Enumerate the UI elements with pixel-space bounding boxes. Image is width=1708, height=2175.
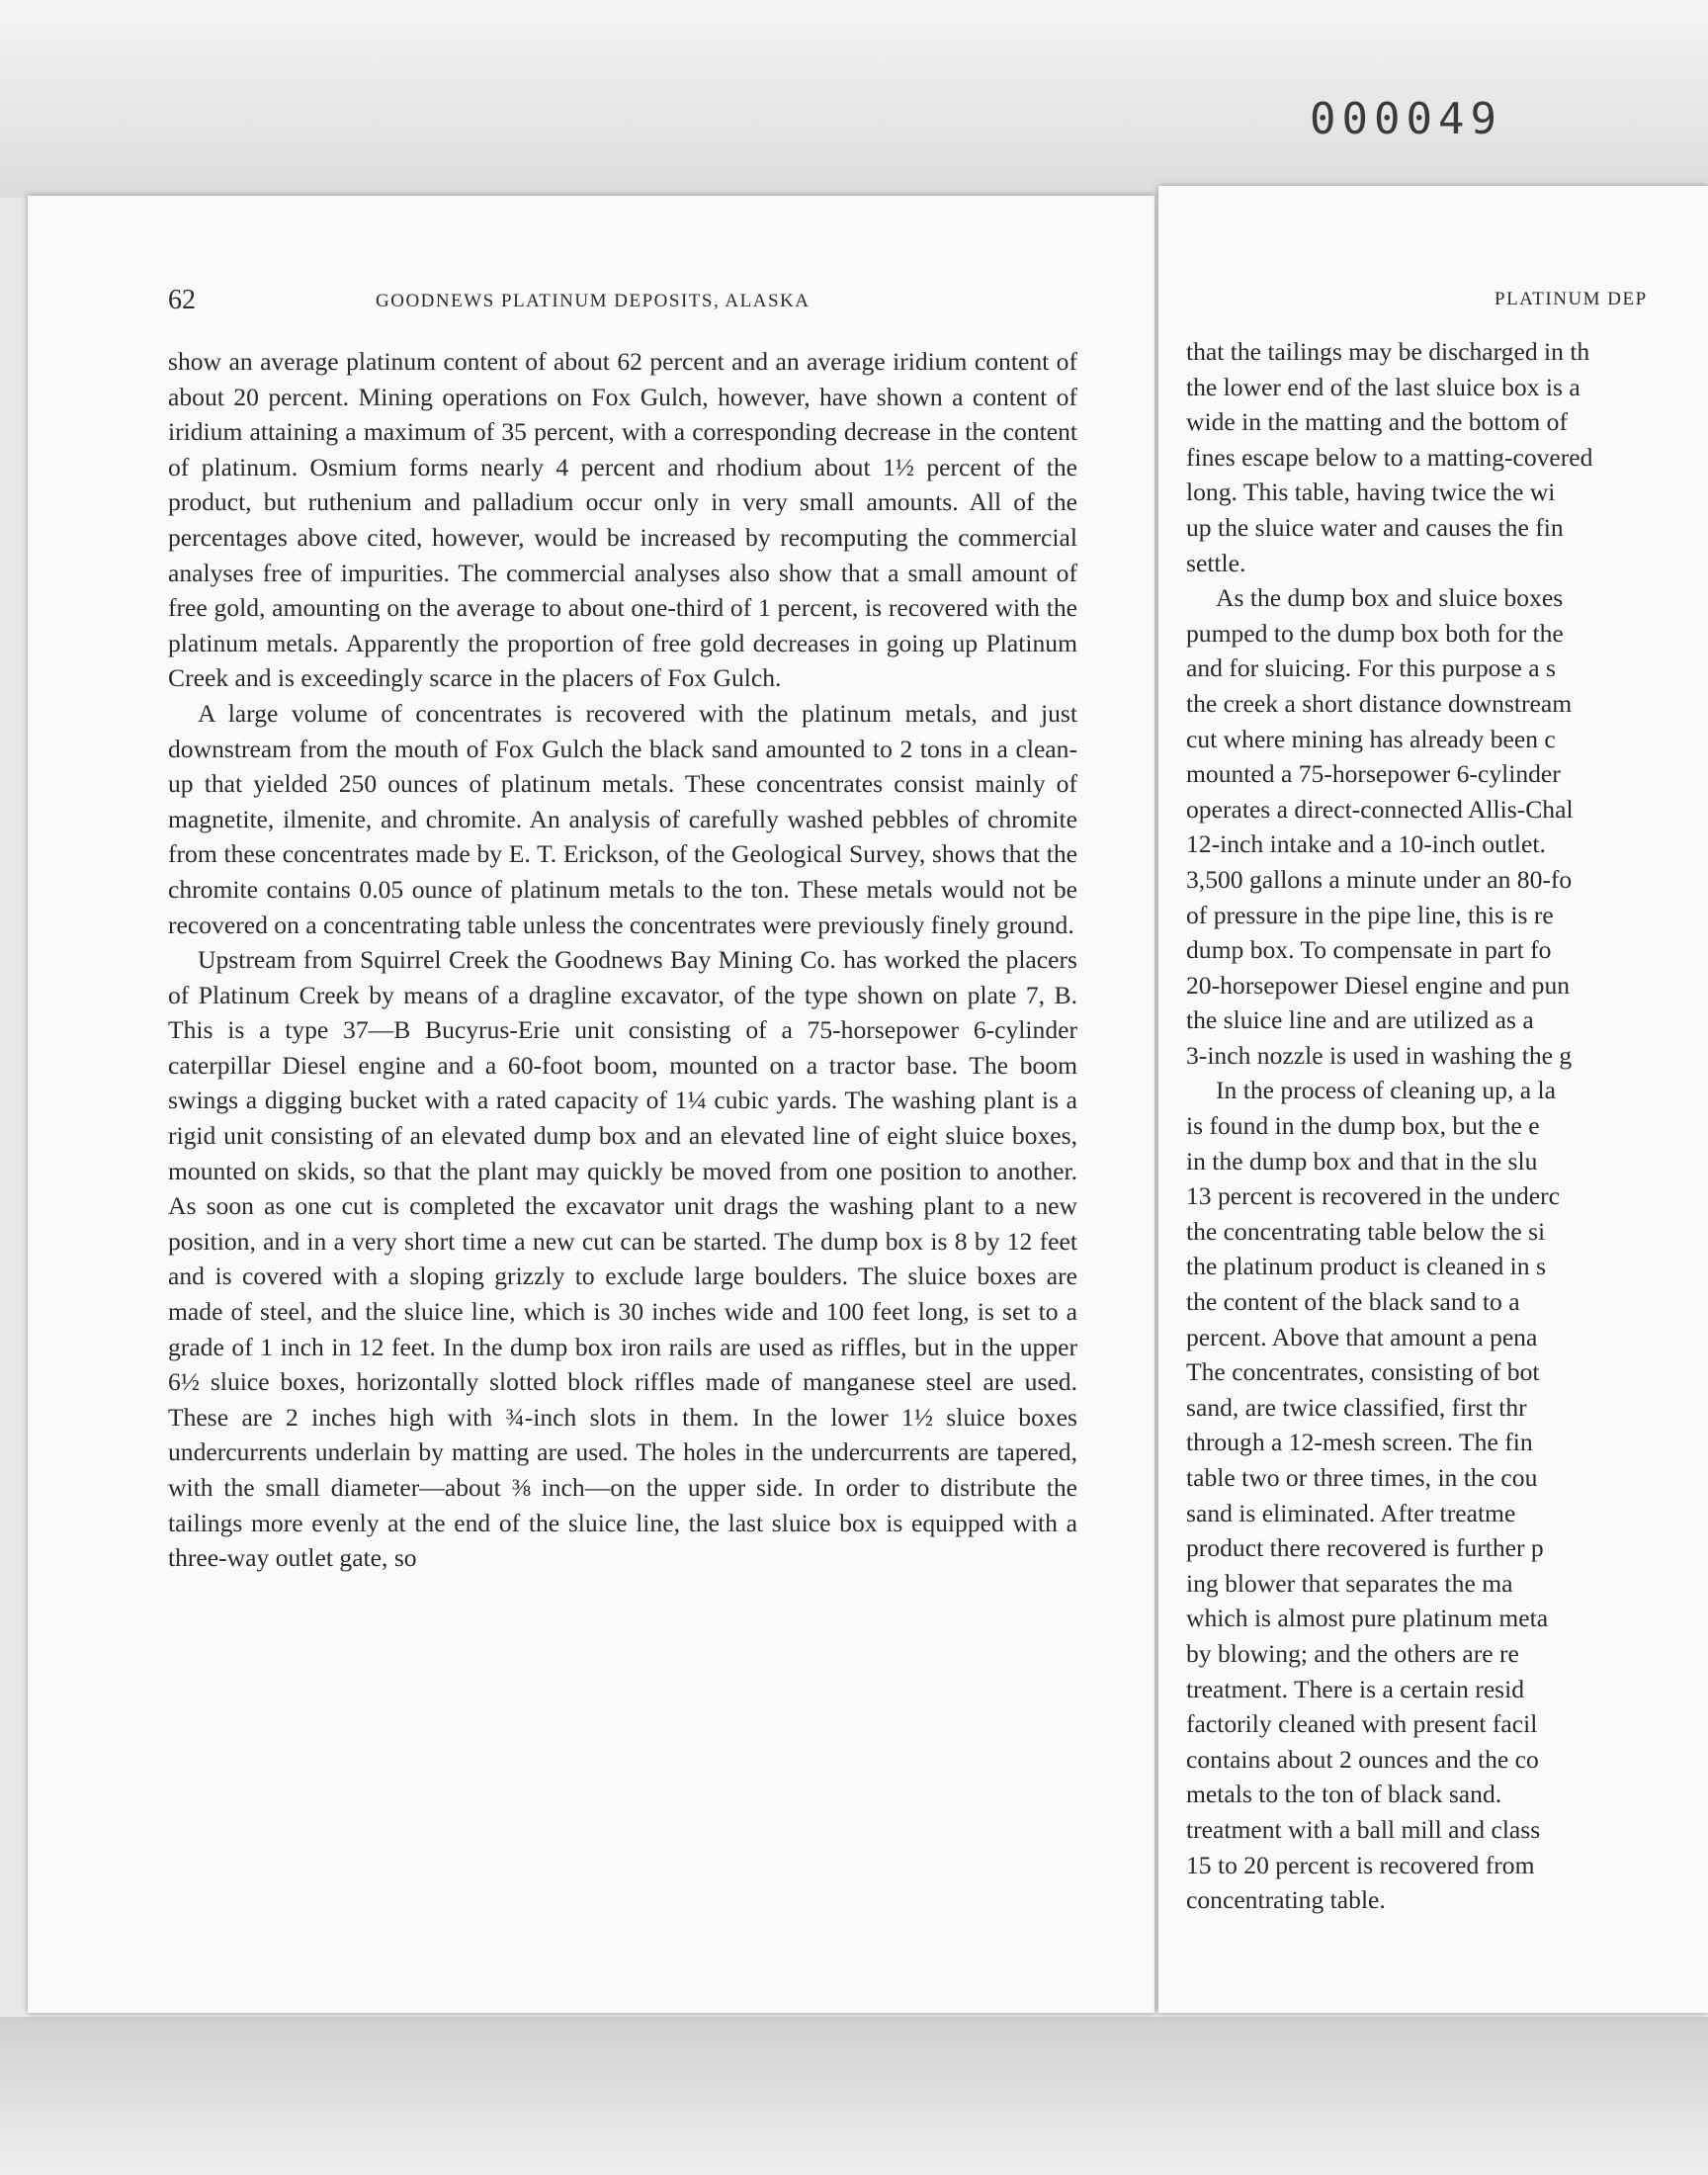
text-line: settle. <box>1186 548 1246 577</box>
text-line: sand, are twice classified, first thr <box>1186 1392 1527 1422</box>
running-head: PLATINUM DEP <box>1494 289 1648 309</box>
text-line: in the dump box and that in the slu <box>1186 1146 1538 1175</box>
left-page-body <box>168 344 1077 1576</box>
text-line: of pressure in the pipe line, this is re <box>1186 900 1554 929</box>
text-line: the concentrating table below the si <box>1186 1216 1546 1246</box>
text-line: the content of the black sand to a <box>1186 1287 1520 1317</box>
text-line: treatment. There is a certain resid <box>1186 1674 1525 1703</box>
left-page-header <box>168 285 1077 326</box>
text-line: 3-inch nozzle is used in washing the g <box>1186 1040 1573 1070</box>
text-line: sand is eliminated. After treatme <box>1186 1498 1516 1527</box>
text-line: concentrating table. <box>1186 1885 1386 1915</box>
text-line: is found in the dump box, but the e <box>1186 1111 1540 1141</box>
text-line: wide in the matting and the bottom of <box>1186 407 1568 437</box>
text-line: mounted a 75-horsepower 6-cylinder <box>1186 759 1561 789</box>
paragraph: Upstream from Squirrel Creek the Goodnews Bay Mining Co. has worked the placers of Platinum Creek by means of a dragline excavator, of the type shown on plate 7, B. This is a type 37—B Bucyrus-Erie unit consisting of a 75-horsepower 6-cylinder caterpillar Diesel engine and a 60-foot boom, mounted on a tractor base. The boom swings a digging bucket with a rated capacity of 1¼ cubic yards. The washing plant is a rigid unit consisting of an elevated dump box and an elevated line of eight sluice boxes, mounted on skids, so that the plant may quickly be moved from one position to another. As soon as one cut is completed the excavator unit drags the washing plant to a new position, and in a very short time a new cut can be started. The dump box is 8 by 12 feet and is covered with a sloping grizzly to exclude large boulders. The sluice boxes are made of steel, and the sluice line, which is 30 inches wide and 100 feet long, is set to a grade of 1 inch in 12 feet. In the dump box iron rails are used as riffles, but in the upper 6½ sluice boxes, horizontally slotted block riffles made of manganese steel are used. These are 2 inches high with ¾-inch slots in them. In the lower 1½ sluice boxes undercurrents underlain by matting are used. The holes in the undercurrents are tapered, with the small diameter—about ⅜ inch—on the upper side. In order to distribute the tailings more evenly at the end of the sluice line, the last sluice box is equipped with a three-way outlet gate, so <box>168 945 1077 1573</box>
text-line: As the dump box and sluice boxes <box>1216 583 1564 613</box>
text-line: the creek a short distance downstream <box>1186 688 1573 718</box>
paragraph: show an average platinum content of about 62 percent and an average iridium content of about 20 percent. Mining operations on Fox Gulch, however, have shown a content of iridium attaining a maximum of 35 percent, with a corresponding decrease in the content of platinum. Osmium forms nearly 4 percent and rhodium about 1½ percent of the product, but ruthenium and palladium occur only in very small amounts. All of the percentages above cited, however, would be increased by recomputing the commercial analyses free of impurities. The commercial analyses also show that a small amount of free gold, amounting on the average to about one-third of 1 percent, is recovered with the platinum metals. Apparently the proportion of free gold decreases in going up Platinum Creek and is exceedingly scarce in the placers of Fox Gulch. <box>168 347 1077 693</box>
paragraph: A large volume of concentrates is recovered with the platinum metals, and just downstream from the mouth of Fox Gulch the black sand amounted to 2 tons in a clean-up that yielded 250 ounces of platinum metals. These concentrates consist mainly of magnetite, ilmenite, and chromite. An analysis of carefully washed pebbles of chromite from these concentrates made by E. T. Erickson, of the Geological Survey, shows that the chromite contains 0.05 ounce of platinum metals to the ton. These metals would not be recovered on a concentrating table unless the concentrates were previously finely ground. <box>168 698 1077 939</box>
running-head: GOODNEWS PLATINUM DEPOSITS, ALASKA <box>376 291 811 311</box>
page-number: 62 <box>168 285 196 315</box>
text-line: percent. Above that amount a pena <box>1186 1322 1538 1351</box>
scan-bottom-margin <box>0 2017 1708 2175</box>
text-line: and for sluicing. For this purpose a s <box>1186 653 1556 683</box>
text-line: factorily cleaned with present facil <box>1186 1709 1538 1739</box>
text-line: up the sluice water and causes the fin <box>1186 512 1564 542</box>
text-line: table two or three times, in the cou <box>1186 1463 1538 1492</box>
text-line: that the tailings may be discharged in th <box>1186 337 1590 366</box>
text-line: 20-horsepower Diesel engine and pun <box>1186 970 1571 1000</box>
text-line: metals to the ton of black sand. <box>1186 1780 1502 1809</box>
text-line: operates a direct-connected Allis-Chal <box>1186 794 1574 824</box>
text-line: In the process of cleaning up, a la <box>1216 1076 1556 1105</box>
text-line: 12-inch intake and a 10-inch outlet. <box>1186 829 1546 859</box>
text-line: contains about 2 ounces and the co <box>1186 1744 1539 1774</box>
text-line: by blowing; and the others are re <box>1186 1638 1519 1668</box>
right-page <box>1158 186 1708 2013</box>
text-line: the lower end of the last sluice box is a <box>1186 372 1580 401</box>
right-page-header <box>1494 289 1708 324</box>
text-line: 13 percent is recovered in the underc <box>1186 1181 1561 1211</box>
right-page-body <box>1186 334 1708 1918</box>
text-line: product there recovered is further p <box>1186 1533 1544 1563</box>
text-line: dump box. To compensate in part fo <box>1186 935 1552 965</box>
text-line: through a 12-mesh screen. The fin <box>1186 1428 1533 1457</box>
text-line: The concentrates, consisting of bot <box>1186 1357 1540 1387</box>
text-line: the sluice line and are utilized as a <box>1186 1005 1534 1035</box>
text-line: long. This table, having twice the wi <box>1186 478 1556 507</box>
text-line: pumped to the dump box both for the <box>1186 618 1564 648</box>
text-line: treatment with a ball mill and class <box>1186 1814 1541 1844</box>
left-page <box>28 196 1154 2013</box>
text-line: 15 to 20 percent is recovered from <box>1186 1850 1535 1879</box>
text-line: fines escape below to a matting-covered <box>1186 442 1593 472</box>
text-line: which is almost pure platinum meta <box>1186 1604 1549 1633</box>
stamp-number: 000049 <box>1310 94 1502 144</box>
text-line: ing blower that separates the ma <box>1186 1568 1513 1598</box>
text-line: 3,500 gallons a minute under an 80-fo <box>1186 864 1573 894</box>
text-line: cut where mining has already been c <box>1186 724 1556 753</box>
text-line: the platinum product is cleaned in s <box>1186 1252 1546 1281</box>
